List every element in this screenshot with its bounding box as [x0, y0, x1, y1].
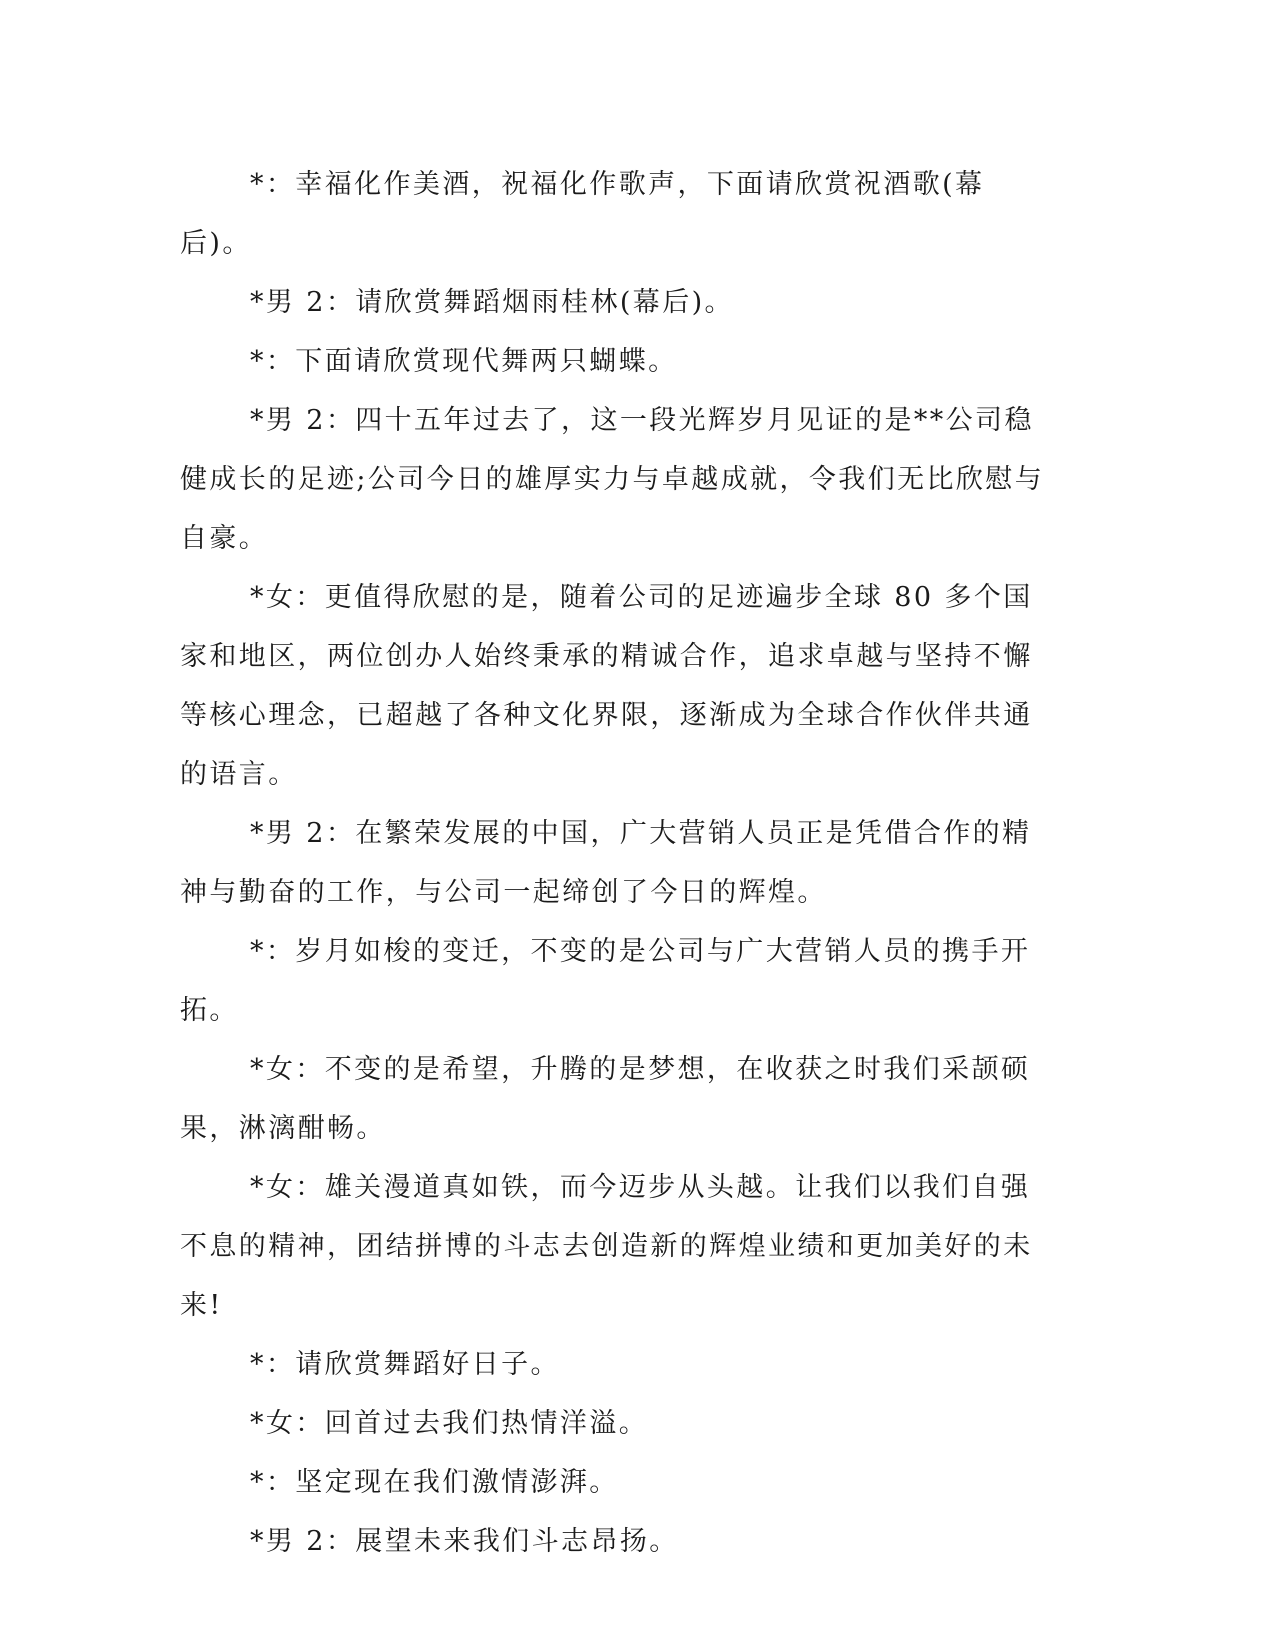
paragraph-8: *女：不变的是希望，升腾的是梦想，在收获之时我们采颉硕果，淋漓酣畅。 — [180, 1054, 1031, 1144]
paragraph-2: *男 2：请欣赏舞蹈烟雨桂林(幕后)。 — [250, 287, 734, 318]
paragraph-12: *：坚定现在我们激情澎湃。 — [250, 1467, 619, 1498]
paragraph-4: *男 2：四十五年过去了，这一段光辉岁月见证的是**公司稳健成长的足迹;公司今日的雄厚实力与卓越成就，令我们无比欣慰与自豪。 — [180, 405, 1045, 554]
paragraph-1: *：幸福化作美酒，祝福化作歌声，下面请欣赏祝酒歌(幕后)。 — [180, 169, 985, 259]
paragraph-3: *：下面请欣赏现代舞两只蝴蝶。 — [250, 346, 678, 377]
paragraph-7: *：岁月如梭的变迁，不变的是公司与广大营销人员的携手开拓。 — [180, 936, 1031, 1026]
paragraph-11: *女：回首过去我们热情洋溢。 — [250, 1408, 649, 1439]
paragraph-10: *：请欣赏舞蹈好日子。 — [250, 1349, 560, 1380]
paragraph-13: *男 2：展望未来我们斗志昂扬。 — [250, 1526, 679, 1557]
paragraph-9: *女：雄关漫道真如铁，而今迈步从头越。让我们以我们自强不息的精神，团结拼博的斗志去创造新的辉煌业绩和更加美好的未来! — [180, 1172, 1033, 1321]
document-page — [180, 155, 1050, 1571]
paragraph-5: *女：更值得欣慰的是，随着公司的足迹遍步全球 80 多个国家和地区，两位创办人始终秉承的精诚合作，追求卓越与坚持不懈等核心理念，已超越了各种文化界限，逐渐成为全球合作伙伴共通的语言。 — [180, 582, 1033, 790]
paragraph-6: *男 2：在繁荣发展的中国，广大营销人员正是凭借合作的精神与勤奋的工作，与公司一起缔创了今日的辉煌。 — [180, 818, 1032, 908]
